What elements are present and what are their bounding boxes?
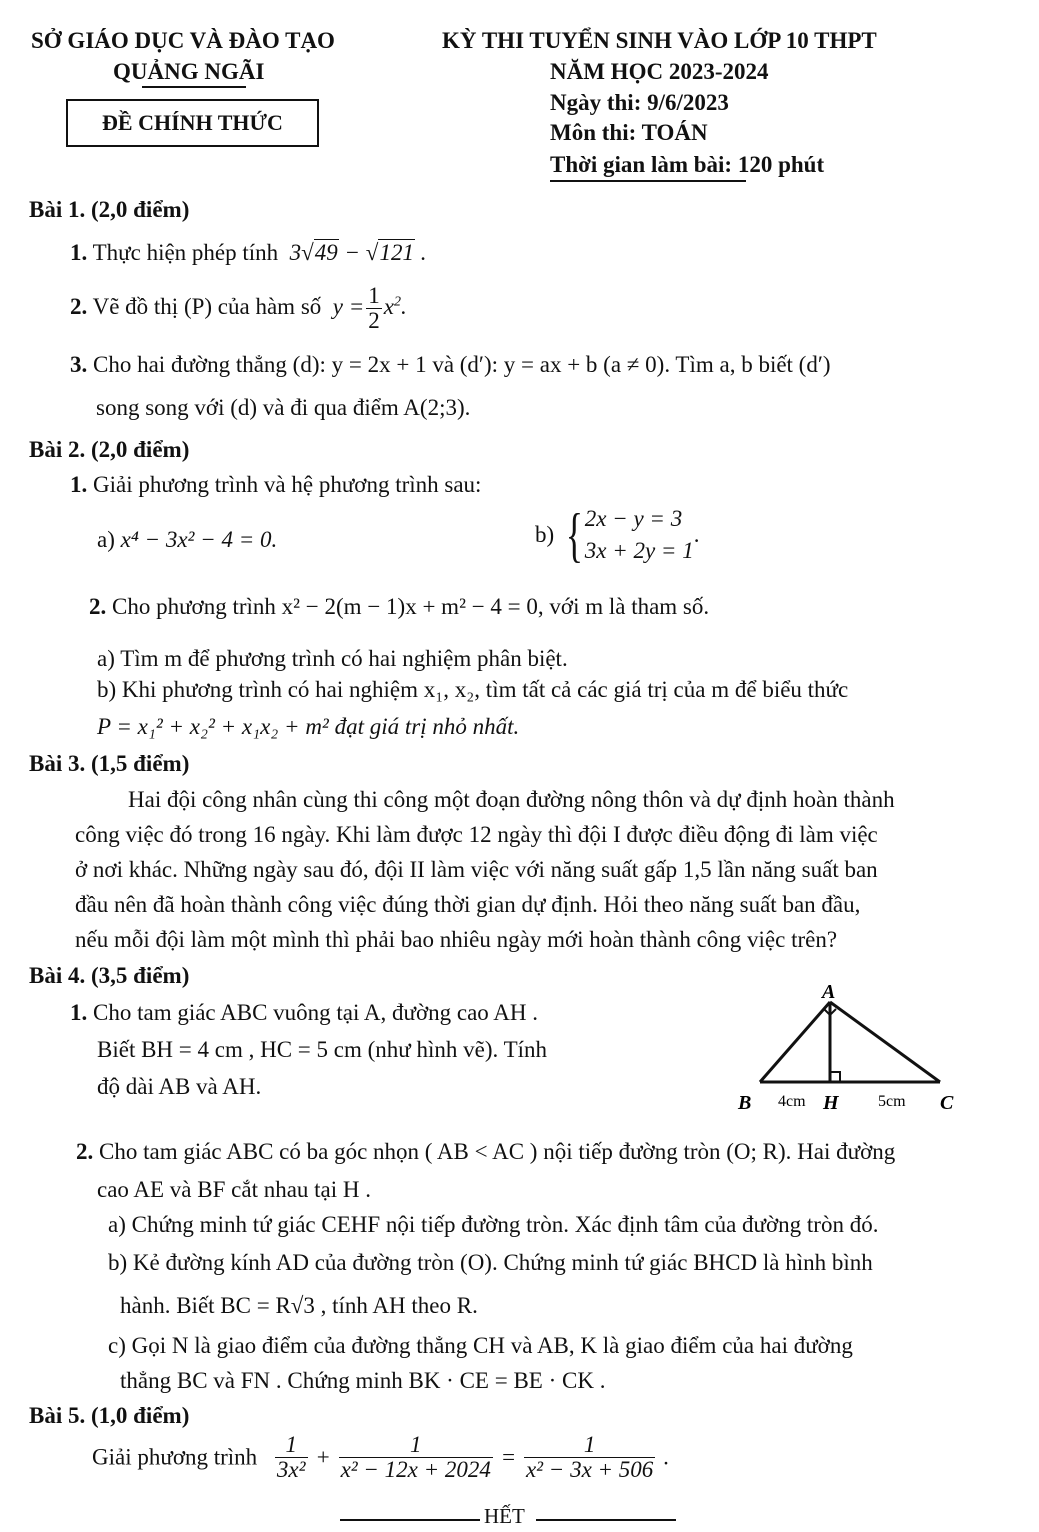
bai1-q2: 2. Vẽ đồ thị (P) của hàm số y = $\frac{1}{2}$ $x^2$. [70,283,407,334]
dept-line1: SỞ GIÁO DỤC VÀ ĐÀO TẠO [31,28,335,53]
segment-ac [830,1002,940,1082]
label-b: B [738,1092,752,1114]
bai4-q1-line2: Biết BH = 4 cm , HC = 5 cm (như hình vẽ). Tính [97,1037,548,1062]
exam-date: Ngày thi: 9/6/2023 [550,90,729,115]
bai2-a: a) x⁴ − 3x² − 4 = 0. [97,527,278,552]
subject: Môn thi: TOÁN [550,120,708,145]
bai3-line3: ở nơi khác. Những ngày sau đó, đội II làm việc với năng suất gấp 1,5 lần năng suất ban [75,857,878,882]
bai2-q2b: b) Khi phương trình có hai nghiệm x₁, x₂, tìm tất cả các giá trị của m để biểu thức [97,677,849,702]
bai2-q1: 1. Giải phương trình và hệ phương trình sau: [70,472,482,497]
bai5-equation: Giải phương trình $\frac{1}{\text{3x²}}$ + $\frac{1}{\text{x² − 12x + 2024}}$ = $\frac{1}{\text{x² − 3x + 506}}$ . [92,1432,669,1483]
bai2-q2a: a) Tìm m để phương trình có hai nghiệm phân biệt. [97,646,568,671]
end-marker: HẾT [484,1504,525,1528]
end-line-right [536,1519,676,1521]
bai2-b: b) {2x − y = 3 3x + 2y = 1. [535,502,700,568]
bai4-q2c-line2: thẳng BC và FN . Chứng minh BK · CE = BE · CK . [120,1368,606,1393]
bai3-line5: nếu mỗi đội làm một mình thì phải bao nhiêu ngày mới hoàn thành công việc trên? [75,927,838,952]
bai4-q1-line3: độ dài AB và AH. [97,1074,262,1099]
header-underline-right [550,180,746,182]
bai1-q1: 1. Thực hiện phép tính 3√49 − √121 . [70,240,427,265]
bai4-q2-line2: cao AE và BF cắt nhau tại H . [97,1177,372,1202]
bai1-q3-line2: song song với (d) và đi qua điểm A(2;3). [96,395,471,420]
label-c: C [940,1092,954,1114]
label-hc: 5cm [878,1093,906,1110]
label-a: A [822,981,836,1003]
bai4-title: Bài 4. (3,5 điểm) [29,963,190,988]
bai1-title: Bài 1. (2,0 điểm) [29,197,190,222]
dept-line2: QUẢNG NGÃI [113,59,265,84]
label-h: H [823,1092,839,1114]
bai3-line1: Hai đội công nhân cùng thi công một đoạn đường nông thôn và dự định hoàn thành [128,787,895,812]
bai2-title: Bài 2. (2,0 điểm) [29,437,190,462]
bai5-title: Bài 5. (1,0 điểm) [29,1403,190,1428]
label-bh: 4cm [778,1093,806,1110]
bai1-q3: 3. Cho hai đường thẳng (d): y = 2x + 1 và (d′): y = ax + b (a ≠ 0). Tìm a, b biết (d′) [70,352,831,377]
bai3-title: Bài 3. (1,5 điểm) [29,751,190,776]
bai2-q2b-line2: P = x₁² + x₂² + x₁x₂ + m² đạt giá trị nhỏ nhất. [97,714,520,739]
exam-title: KỲ THI TUYỂN SINH VÀO LỚP 10 THPT [442,28,877,53]
segment-ab [760,1002,830,1082]
triangle-figure [730,980,970,1120]
bai4-q2b-line1: b) Kẻ đường kính AD của đường tròn (O). Chứng minh tứ giác BHCD là hình bình [108,1250,873,1275]
bai3-line4: đầu nên đã hoàn thành công việc đúng thời gian dự định. Hỏi theo năng suất ban đầu, [75,892,861,917]
school-year: NĂM HỌC 2023-2024 [550,59,769,84]
bai4-q2a: a) Chứng minh tứ giác CEHF nội tiếp đường tròn. Xác định tâm của đường tròn đó. [108,1212,879,1237]
official-label: ĐỀ CHÍNH THỨC [66,99,319,147]
bai4-q2b-line2: hành. Biết BC = R√3 , tính AH theo R. [120,1293,478,1318]
bai3-line2: công việc đó trong 16 ngày. Khi làm được 12 ngày thì đội I được điều động đi làm việc [75,822,878,847]
duration: Thời gian làm bài: 120 phút [550,152,825,177]
bai4-q2-line1: 2. Cho tam giác ABC có ba góc nhọn ( AB < AC ) nội tiếp đường tròn (O; R). Hai đường [76,1139,896,1164]
header-underline-left [142,86,246,88]
bai4-q2c-line1: c) Gọi N là giao điểm của đường thẳng CH và AB, K là giao điểm của hai đường [108,1333,853,1358]
bai2-q2: 2. Cho phương trình x² − 2(m − 1)x + m² − 4 = 0, với m là tham số. [89,594,710,619]
end-line-left [340,1519,480,1521]
bai4-q1-line1: 1. Cho tam giác ABC vuông tại A, đường cao AH . [70,1000,538,1025]
